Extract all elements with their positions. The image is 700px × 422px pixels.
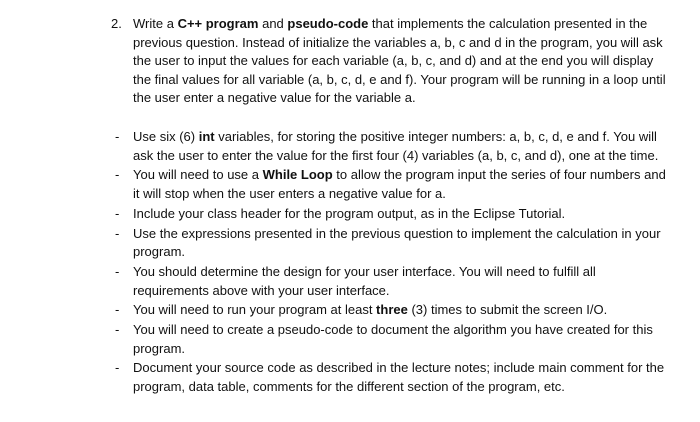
list-item-text: (3) times to submit the screen I/O.: [407, 302, 608, 318]
list-item-text: You should determine the design for your user interface. You will need to fulfill all requirements above with your user interface.: [133, 263, 596, 298]
list-item: [111, 359, 671, 396]
bullet-dash: -: [115, 360, 120, 376]
question-text-part-bold: pseudo-code: [287, 16, 369, 31]
list-item: [111, 225, 671, 262]
list-item-text: variables, for storing the positive integer numbers: a, b, c, d, e and f. You will ask the user to enter the value for the first four (4) variables (a, b, c, and d), one at the time.: [133, 129, 659, 163]
question-text-part: that implements the calculation presented in the previous question. Instead of initialize the variables a, b, c and d in the program, you will ask the user to input the values for each variable (a, b, c, and d) and at the end you will display the final values for all variable (a, b, c, d, e and f). Your program will be running in a loop until the user enter a negative value for the variable a.: [133, 16, 666, 106]
bullet-dash: -: [115, 263, 120, 279]
list-item-text: Use the expressions presented in the previous question to implement the calculation in your program.: [133, 225, 661, 260]
question-text-part-bold: C++ program: [177, 16, 259, 31]
list-item: [111, 128, 671, 165]
list-item-text-bold: int: [198, 129, 215, 144]
list-item-text: to allow the program input the series of four numbers and it will stop when the user enters a negative value for a.: [133, 167, 666, 201]
question-text: [133, 15, 671, 108]
list-item-text: Use six (6): [133, 129, 199, 144]
question-number: 2.: [111, 16, 122, 31]
bullet-dash: -: [115, 302, 120, 318]
list-item: [111, 321, 671, 358]
bullet-dash: -: [115, 322, 120, 338]
list-item-text-bold: three: [376, 302, 408, 318]
bullet-dash: -: [115, 129, 120, 144]
list-item: [111, 263, 671, 300]
list-item: [111, 301, 671, 320]
list-item-text-bold: While Loop: [262, 167, 333, 183]
question-text-part: and: [258, 16, 288, 31]
list-item-text: You will need to run your program at least: [133, 302, 377, 318]
list-item: [111, 166, 671, 203]
list-item-text: Document your source code as described in the lecture notes; include main comment for the program, data table, comments for the different section of the program, etc.: [133, 360, 665, 395]
list-item-text: You will need to create a pseudo-code to document the algorithm you have created for this program.: [133, 322, 653, 356]
bullet-dash: -: [115, 225, 120, 241]
list-item-text: Include your class header for the program output, as in the Eclipse Tutorial.: [133, 205, 566, 221]
question-text-part: Write a: [133, 16, 178, 31]
requirements-list: [111, 128, 671, 398]
bullet-dash: -: [115, 167, 120, 183]
list-item-text: You will need to use a: [133, 167, 263, 183]
list-item: [111, 205, 671, 224]
question-2: [111, 15, 671, 108]
bullet-dash: -: [115, 205, 120, 221]
